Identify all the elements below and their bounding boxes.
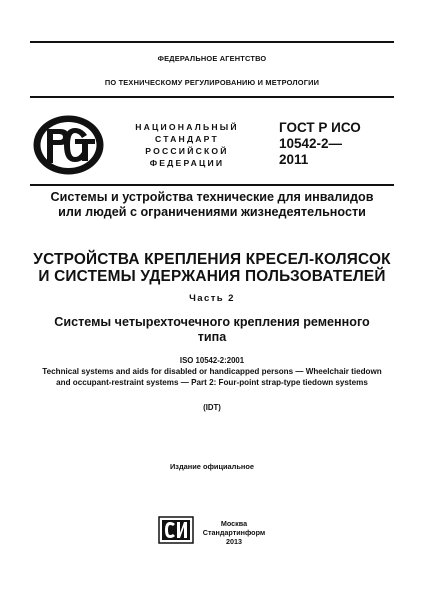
national-standard-line-3: РОССИЙСКОЙ <box>145 146 229 156</box>
agency-name-line1: ФЕДЕРАЛЬНОЕ АГЕНТСТВО <box>157 54 267 63</box>
designation-line-3: 2011 <box>279 152 309 167</box>
standartinform-logo-icon <box>158 516 194 544</box>
iso-number: ISO 10542-2:2001 <box>179 356 245 365</box>
general-title <box>0 190 424 220</box>
part-title-line-2: типа <box>197 330 227 344</box>
designation-line-1: ГОСТ Р ИСО <box>279 120 361 135</box>
standard-designation <box>279 120 361 168</box>
national-standard-line-1: НАЦИОНАЛЬНЫЙ <box>135 122 239 132</box>
main-title <box>0 251 424 285</box>
title-rule <box>30 184 394 186</box>
general-title-line-1: Системы и устройства технические для инвалидов <box>50 190 374 204</box>
english-title: Technical systems and aids for disabled or handicapped persons — Wheelchair tiedown and occupant-restraint systems — Part 2: Four-point strap-type tiedown systems <box>42 367 382 387</box>
national-standard-line-2: СТАНДАРТ <box>155 134 219 144</box>
top-rule <box>30 41 394 43</box>
national-standard-line-4: ФЕДЕРАЦИИ <box>149 158 225 168</box>
edition-label: Издание официальное <box>169 462 254 471</box>
gost-r-emblem-icon <box>31 113 106 177</box>
part-title-line-1: Системы четырехточечного крепления ременного <box>54 315 370 329</box>
publisher-year: 2013 <box>226 537 242 546</box>
main-title-line-2: И СИСТЕМЫ УДЕРЖАНИЯ ПОЛЬЗОВАТЕЛЕЙ <box>38 268 386 285</box>
agency-name-line2: ПО ТЕХНИЧЕСКОМУ РЕГУЛИРОВАНИЮ И МЕТРОЛОГИИ <box>104 78 320 87</box>
header-rule <box>30 96 394 98</box>
national-standard-label <box>112 121 262 169</box>
designation-line-2: 10542-2— <box>279 136 343 151</box>
general-title-line-2: или людей с ограничениями жизнедеятельности <box>58 205 366 219</box>
part-title <box>0 315 424 345</box>
main-title-line-1: УСТРОЙСТВА КРЕПЛЕНИЯ КРЕСЕЛ-КОЛЯСОК <box>33 251 391 268</box>
part-number: Часть 2 <box>189 293 235 304</box>
publisher-city: Москва <box>220 519 248 528</box>
identity-degree: (IDT) <box>203 403 221 412</box>
publisher-block <box>199 519 269 546</box>
publisher-name: Стандартинформ <box>202 528 266 537</box>
